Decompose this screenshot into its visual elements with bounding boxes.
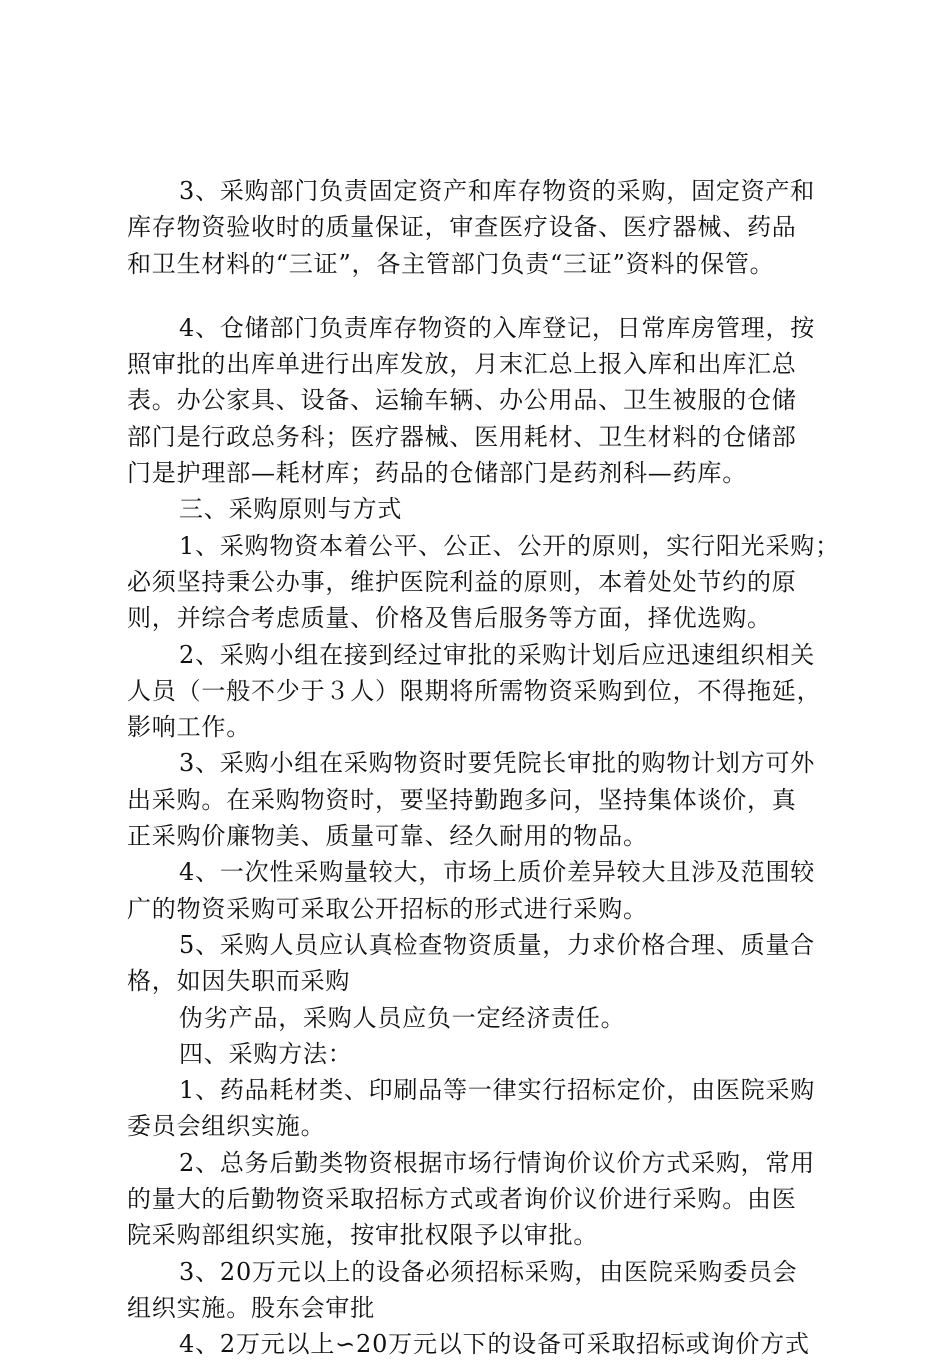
paragraph-line: 和卫生材料的“三证”，各主管部门负责“三证”资料的保管。 [127, 249, 775, 278]
paragraph-line: 的量大的后勤物资采取招标方式或者询价议价进行采购。由医 [127, 1185, 797, 1214]
paragraph-line: 影响工作。 [127, 713, 251, 742]
paragraph-line: 出采购。在采购物资时，要坚持勤跑多问，坚持集体谈价，真 [127, 785, 797, 814]
paragraph-line: 正采购价廉物美、质量可靠、经久耐用的物品。 [127, 822, 648, 851]
document-body [127, 173, 842, 1363]
paragraph-line: 3、20万元以上的设备必须招标采购，由医院采购委员会 [179, 1257, 798, 1286]
paragraph-line: 表。办公家具、设备、运输车辆、办公用品、卫生被服的仓储 [127, 386, 797, 415]
paragraph-line: 3、采购部门负责固定资产和库存物资的采购，固定资产和 [179, 177, 816, 205]
paragraph-line: 库存物资验收时的质量保证，审查医疗设备、医疗器械、药品 [127, 213, 797, 242]
paragraph-line: 委员会组织实施。 [127, 1112, 326, 1141]
paragraph-line: 4、2万元以上∽20万元以下的设备可采取招标或询价方式 [179, 1330, 810, 1359]
paragraph-line: 2、采购小组在接到经过审批的采购计划后应迅速组织相关 [179, 640, 816, 669]
paragraph-line: 组织实施。股东会审批 [127, 1293, 375, 1322]
paragraph-gap [127, 282, 842, 310]
paragraph-line: 人员（一般不少于３人）限期将所需物资采购到位，不得拖延， [127, 676, 822, 705]
paragraph-line: 则，并综合考虑质量、价格及售后服务等方面，择优选购。 [127, 604, 772, 633]
paragraph-line: 3、采购小组在采购物资时要凭院长审批的购物计划方可外 [179, 749, 816, 778]
paragraph-line: 5、采购人员应认真检查物资质量，力求价格合理、质量合 [179, 930, 816, 959]
paragraph-line: 4、一次性采购量较大，市场上质价差异较大且涉及范围较 [179, 858, 816, 887]
paragraph-line: 4、仓储部门负责库存物资的入库登记，日常库房管理，按 [179, 313, 816, 342]
paragraph-line: 门是护理部—耗材库；药品的仓储部门是药剂科—药库。 [127, 459, 747, 488]
paragraph-line: 伪劣产品，采购人员应负一定经济责任。 [179, 1003, 626, 1032]
section-heading: 三、采购原则与方式 [179, 495, 403, 524]
paragraph-line: 格，如因失职而采购 [127, 967, 351, 996]
paragraph-line: 2、总务后勤类物资根据市场行情询价议价方式采购，常用 [179, 1148, 816, 1177]
paragraph-line: 1、采购物资本着公平、公正、公开的原则，实行阳光采购； [179, 531, 840, 560]
paragraph-line: 必须坚持秉公办事，维护医院利益的原则，本着处处节约的原 [127, 567, 797, 596]
paragraph-line: 部门是行政总务科；医疗器械、医用耗材、卫生材料的仓储部 [127, 422, 797, 451]
paragraph-line: 广的物资采购可采取公开招标的形式进行采购。 [127, 894, 648, 923]
paragraph-line: 院采购部组织实施，按审批权限予以审批。 [127, 1221, 599, 1250]
section-heading: 四、采购方法： [179, 1039, 353, 1068]
paragraph-line: 照审批的出库单进行出库发放，月末汇总上报入库和出库汇总 [127, 350, 797, 379]
paragraph-line: 1、药品耗材类、印刷品等一律实行招标定价，由医院采购 [179, 1076, 816, 1105]
